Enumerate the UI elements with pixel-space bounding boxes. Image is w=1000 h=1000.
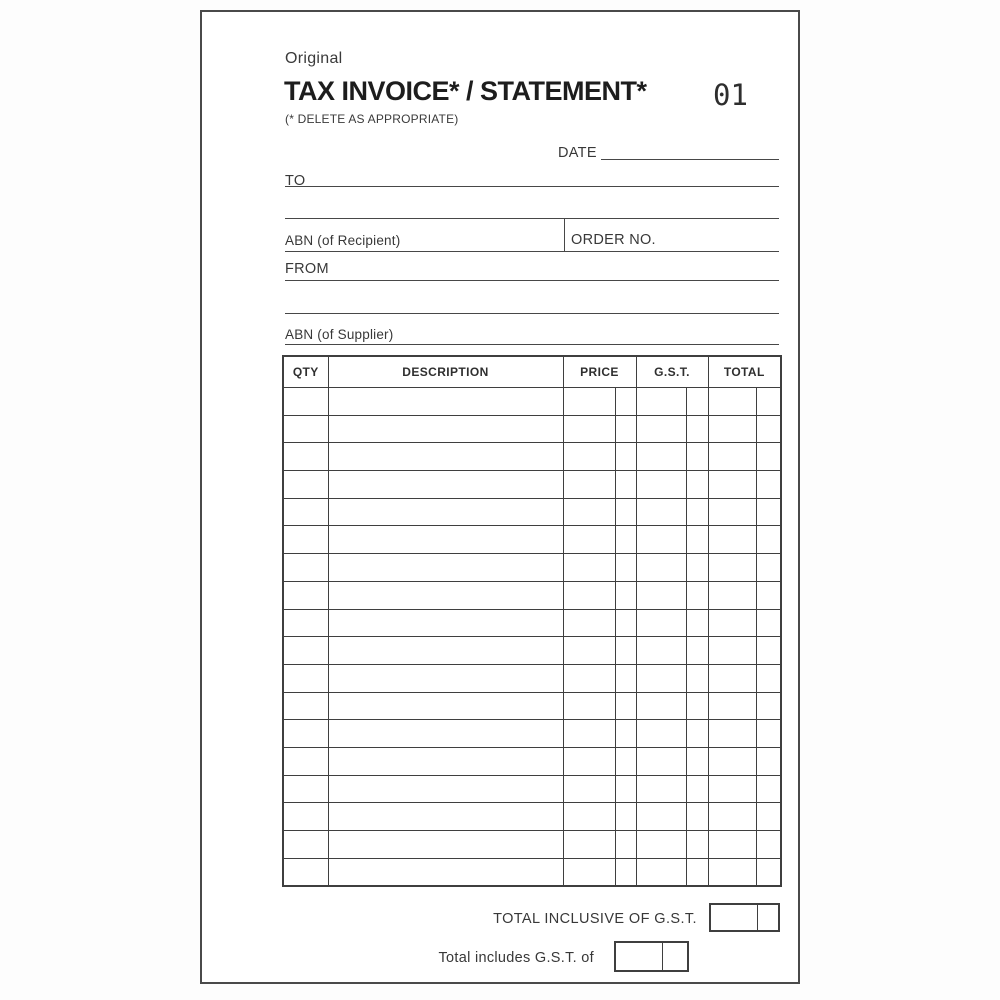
item-cell bbox=[686, 471, 708, 499]
item-cell bbox=[563, 637, 615, 665]
item-cell bbox=[328, 388, 563, 416]
item-cell bbox=[756, 498, 781, 526]
item-cell bbox=[563, 471, 615, 499]
item-row bbox=[283, 554, 781, 582]
item-row bbox=[283, 609, 781, 637]
date-label: DATE bbox=[558, 145, 597, 161]
abn-order-fill-line bbox=[285, 251, 779, 252]
item-cell bbox=[328, 443, 563, 471]
item-row bbox=[283, 471, 781, 499]
item-cell bbox=[636, 554, 686, 582]
item-cell bbox=[636, 388, 686, 416]
item-cell bbox=[636, 831, 686, 859]
item-row bbox=[283, 692, 781, 720]
item-cell bbox=[708, 388, 756, 416]
item-cell bbox=[283, 775, 328, 803]
item-row bbox=[283, 637, 781, 665]
page-title: TAX INVOICE* / STATEMENT* bbox=[284, 76, 647, 106]
abn-supplier-label: ABN (of Supplier) bbox=[285, 327, 394, 342]
total-inclusive-cents-divider bbox=[757, 905, 758, 930]
gst-included-label: Total includes G.S.T. of bbox=[438, 950, 594, 966]
item-cell bbox=[686, 443, 708, 471]
item-cell bbox=[756, 858, 781, 886]
item-cell bbox=[686, 803, 708, 831]
abn-recipient-label: ABN (of Recipient) bbox=[285, 233, 401, 248]
item-cell bbox=[328, 775, 563, 803]
item-cell bbox=[756, 664, 781, 692]
item-cell bbox=[328, 664, 563, 692]
item-cell bbox=[636, 415, 686, 443]
item-cell bbox=[283, 720, 328, 748]
item-cell bbox=[615, 720, 636, 748]
col-header-total: TOTAL bbox=[708, 356, 781, 388]
item-cell bbox=[563, 388, 615, 416]
item-cell bbox=[686, 609, 708, 637]
item-cell bbox=[708, 775, 756, 803]
item-cell bbox=[615, 609, 636, 637]
total-inclusive-box bbox=[709, 903, 780, 932]
item-cell bbox=[615, 803, 636, 831]
item-cell bbox=[328, 498, 563, 526]
item-cell bbox=[328, 692, 563, 720]
item-cell bbox=[756, 609, 781, 637]
gst-included-cents-divider bbox=[662, 943, 663, 970]
item-cell bbox=[636, 720, 686, 748]
item-cell bbox=[563, 554, 615, 582]
from-label: FROM bbox=[285, 261, 329, 277]
item-cell bbox=[636, 775, 686, 803]
item-cell bbox=[756, 692, 781, 720]
item-cell bbox=[563, 775, 615, 803]
item-cell bbox=[636, 664, 686, 692]
item-cell bbox=[283, 803, 328, 831]
item-cell bbox=[756, 831, 781, 859]
item-cell bbox=[636, 471, 686, 499]
abn-supplier-fill-line bbox=[285, 344, 779, 345]
item-cell bbox=[283, 388, 328, 416]
item-cell bbox=[686, 388, 708, 416]
item-cell bbox=[283, 554, 328, 582]
item-cell bbox=[328, 415, 563, 443]
items-table-body bbox=[283, 388, 781, 887]
items-table-header-row bbox=[283, 356, 781, 388]
supplier-address-fill-line bbox=[285, 313, 779, 314]
item-cell bbox=[283, 664, 328, 692]
item-cell bbox=[708, 803, 756, 831]
item-cell bbox=[283, 747, 328, 775]
item-cell bbox=[328, 720, 563, 748]
item-row bbox=[283, 720, 781, 748]
col-header-price: PRICE bbox=[563, 356, 636, 388]
item-cell bbox=[708, 471, 756, 499]
item-cell bbox=[283, 471, 328, 499]
item-cell bbox=[636, 747, 686, 775]
item-cell bbox=[756, 471, 781, 499]
item-cell bbox=[636, 498, 686, 526]
item-cell bbox=[563, 747, 615, 775]
item-cell bbox=[686, 775, 708, 803]
item-cell bbox=[686, 747, 708, 775]
item-cell bbox=[328, 803, 563, 831]
item-cell bbox=[615, 581, 636, 609]
item-cell bbox=[328, 609, 563, 637]
item-cell bbox=[708, 554, 756, 582]
item-cell bbox=[686, 554, 708, 582]
item-cell bbox=[708, 747, 756, 775]
item-cell bbox=[615, 526, 636, 554]
abn-order-divider bbox=[564, 219, 565, 252]
item-cell bbox=[686, 831, 708, 859]
item-cell bbox=[756, 747, 781, 775]
item-cell bbox=[328, 747, 563, 775]
item-row bbox=[283, 664, 781, 692]
item-cell bbox=[563, 803, 615, 831]
address-fill-line bbox=[285, 218, 779, 219]
col-header-description: DESCRIPTION bbox=[328, 356, 563, 388]
item-cell bbox=[686, 581, 708, 609]
col-header-gst: G.S.T. bbox=[636, 356, 708, 388]
item-cell bbox=[636, 858, 686, 886]
item-cell bbox=[708, 692, 756, 720]
item-row bbox=[283, 443, 781, 471]
item-cell bbox=[636, 692, 686, 720]
item-cell bbox=[756, 443, 781, 471]
item-cell bbox=[615, 692, 636, 720]
item-cell bbox=[283, 415, 328, 443]
item-cell bbox=[708, 443, 756, 471]
item-cell bbox=[563, 498, 615, 526]
item-cell bbox=[708, 831, 756, 859]
item-cell bbox=[615, 775, 636, 803]
item-cell bbox=[708, 637, 756, 665]
item-cell bbox=[686, 858, 708, 886]
item-cell bbox=[283, 692, 328, 720]
item-cell bbox=[563, 581, 615, 609]
item-cell bbox=[636, 526, 686, 554]
item-cell bbox=[686, 637, 708, 665]
item-cell bbox=[615, 498, 636, 526]
item-cell bbox=[615, 388, 636, 416]
items-table bbox=[282, 355, 782, 887]
item-row bbox=[283, 526, 781, 554]
item-cell bbox=[708, 858, 756, 886]
item-cell bbox=[563, 415, 615, 443]
item-row bbox=[283, 415, 781, 443]
item-cell bbox=[563, 443, 615, 471]
item-cell bbox=[283, 581, 328, 609]
item-row bbox=[283, 803, 781, 831]
item-cell bbox=[756, 775, 781, 803]
item-cell bbox=[563, 831, 615, 859]
item-cell bbox=[283, 858, 328, 886]
item-cell bbox=[686, 720, 708, 748]
item-cell bbox=[328, 637, 563, 665]
item-row bbox=[283, 581, 781, 609]
item-cell bbox=[686, 415, 708, 443]
from-fill-line bbox=[285, 280, 779, 281]
order-no-label: ORDER NO. bbox=[571, 232, 656, 248]
item-cell bbox=[283, 831, 328, 859]
item-cell bbox=[328, 526, 563, 554]
item-cell bbox=[756, 415, 781, 443]
item-cell bbox=[686, 498, 708, 526]
item-cell bbox=[563, 664, 615, 692]
item-cell bbox=[636, 637, 686, 665]
to-fill-line bbox=[285, 186, 779, 187]
item-cell bbox=[563, 720, 615, 748]
item-cell bbox=[283, 526, 328, 554]
copy-label: Original bbox=[285, 50, 343, 67]
item-cell bbox=[756, 554, 781, 582]
item-cell bbox=[328, 831, 563, 859]
item-cell bbox=[615, 554, 636, 582]
item-cell bbox=[756, 526, 781, 554]
item-cell bbox=[615, 471, 636, 499]
item-cell bbox=[615, 664, 636, 692]
item-cell bbox=[615, 637, 636, 665]
item-row bbox=[283, 388, 781, 416]
item-row bbox=[283, 775, 781, 803]
item-cell bbox=[615, 747, 636, 775]
item-cell bbox=[708, 526, 756, 554]
item-cell bbox=[708, 498, 756, 526]
delete-as-appropriate-note: (* DELETE AS APPROPRIATE) bbox=[285, 112, 459, 126]
item-cell bbox=[636, 581, 686, 609]
item-row bbox=[283, 831, 781, 859]
item-cell bbox=[708, 720, 756, 748]
item-cell bbox=[328, 554, 563, 582]
invoice-page bbox=[200, 10, 800, 984]
item-cell bbox=[563, 692, 615, 720]
item-cell bbox=[636, 609, 686, 637]
to-label: TO bbox=[285, 173, 306, 189]
item-cell bbox=[686, 664, 708, 692]
item-cell bbox=[615, 443, 636, 471]
item-cell bbox=[283, 637, 328, 665]
invoice-number: 01 bbox=[713, 78, 748, 112]
item-cell bbox=[636, 443, 686, 471]
item-cell bbox=[283, 443, 328, 471]
total-inclusive-label: TOTAL INCLUSIVE OF G.S.T. bbox=[493, 911, 697, 927]
item-cell bbox=[328, 581, 563, 609]
item-cell bbox=[686, 526, 708, 554]
item-cell bbox=[615, 831, 636, 859]
col-header-qty: QTY bbox=[283, 356, 328, 388]
item-cell bbox=[756, 720, 781, 748]
item-cell bbox=[636, 803, 686, 831]
item-cell bbox=[756, 581, 781, 609]
item-row bbox=[283, 858, 781, 886]
item-cell bbox=[708, 609, 756, 637]
item-cell bbox=[283, 609, 328, 637]
item-cell bbox=[328, 858, 563, 886]
item-cell bbox=[328, 471, 563, 499]
item-cell bbox=[756, 388, 781, 416]
item-cell bbox=[563, 526, 615, 554]
item-row bbox=[283, 747, 781, 775]
item-cell bbox=[615, 415, 636, 443]
item-cell bbox=[708, 415, 756, 443]
gst-included-box bbox=[614, 941, 689, 972]
item-cell bbox=[563, 609, 615, 637]
item-cell bbox=[708, 581, 756, 609]
item-cell bbox=[708, 664, 756, 692]
item-cell bbox=[756, 637, 781, 665]
item-cell bbox=[756, 803, 781, 831]
date-fill-line bbox=[601, 159, 779, 160]
item-cell bbox=[686, 692, 708, 720]
item-cell bbox=[615, 858, 636, 886]
item-cell bbox=[563, 858, 615, 886]
item-cell bbox=[283, 498, 328, 526]
item-row bbox=[283, 498, 781, 526]
